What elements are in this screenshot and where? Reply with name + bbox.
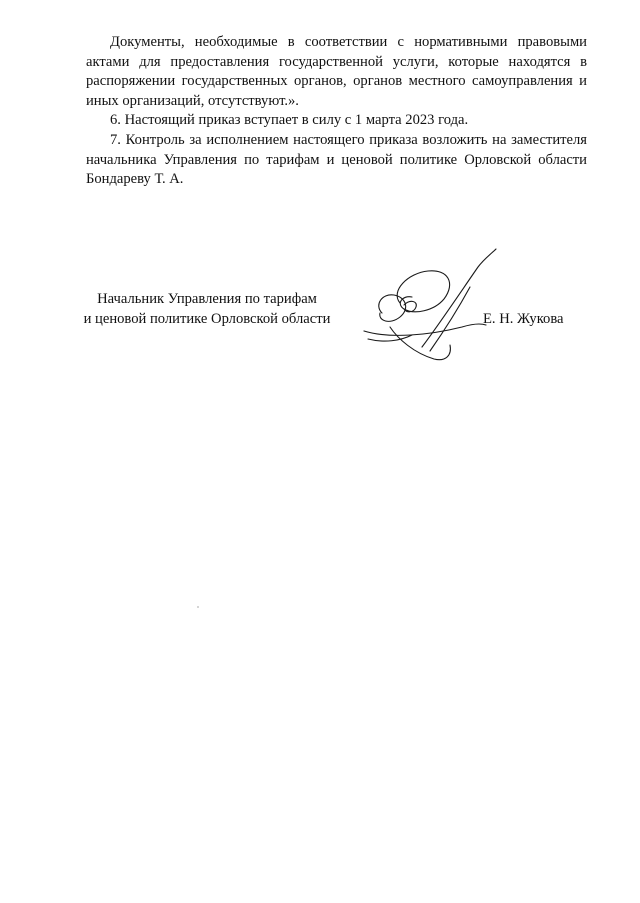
paragraph-documents: Документы, необходимые в соответствии с нормативными правовыми актами для предоставления государственной услуги, которые находятся в распоряжении государственных органов, органов местного самоуправления и иных организаций, отсутствуют.». — [86, 34, 587, 109]
signer-position — [82, 289, 332, 329]
document-body — [86, 33, 587, 190]
signer-position-line-1: Начальник Управления по тарифам — [97, 291, 317, 307]
paragraph-control: 7. Контроль за исполнением настоящего приказа возложить на заместителя начальника Управления по тарифам и ценовой политике Орловской области Бондареву Т. А. — [86, 131, 587, 188]
paragraph-effective-date: 6. Настоящий приказ вступает в силу с 1 марта 2023 года. — [110, 112, 469, 129]
signer-position-line-2: и ценовой политике Орловской области — [83, 311, 331, 327]
handwritten-signature — [360, 243, 500, 373]
scan-speck — [197, 606, 199, 608]
signer-name: Е. Н. Жукова — [483, 311, 564, 327]
signature-block — [0, 289, 640, 379]
